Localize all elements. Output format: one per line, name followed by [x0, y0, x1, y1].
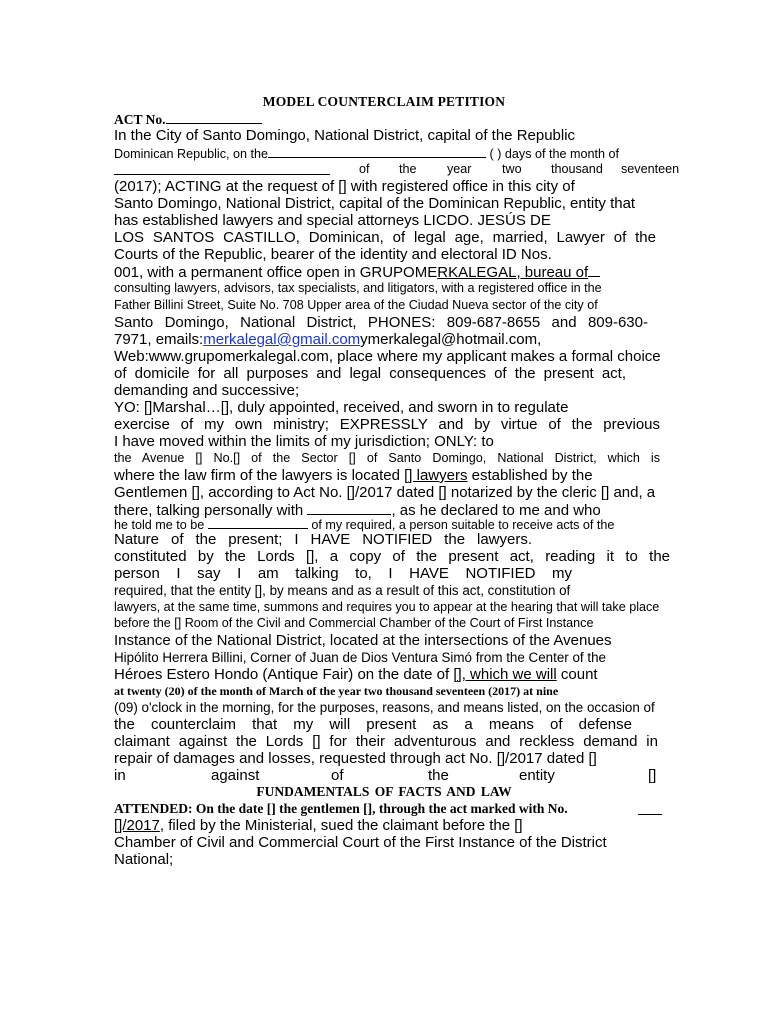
para-line-19: I have moved within the limits of my jurisdiction; ONLY: to	[114, 433, 494, 450]
para-line-16: demanding and successive;	[114, 382, 300, 399]
para-line-1: In the City of Santo Domingo, National District, capital of the Republic	[114, 127, 576, 144]
act-label: ACT No.	[114, 112, 166, 127]
act-number-blank	[166, 110, 262, 124]
para-line-42: []/2017, filed by the Ministerial, sued the claimant before the []	[114, 817, 523, 834]
para-line-2: Dominican Republic, on the ( ) days of the month of	[114, 144, 656, 163]
para-line-28: required, that the entity [], by means and as a result of this act, constitution of	[114, 583, 571, 598]
para-line-4: (2017); ACTING at the request of [] with registered office in this city of	[114, 178, 575, 195]
section-heading: FUNDAMENTALS OF FACTS AND LAW	[256, 784, 512, 799]
para-line-34: at twenty (20) of the month of March of the year two thousand seventeen (2017) at nine	[114, 684, 559, 698]
gmail-email-link[interactable]: merkalegal@gmail.com	[203, 331, 361, 348]
person-name-blank	[307, 501, 391, 515]
para-line-12: Santo Domingo, National District, PHONES: 809-687-8655 and 809-630-	[114, 314, 648, 331]
relationship-blank	[208, 515, 308, 529]
para-line-29: lawyers, at the same time, summons and requires you to appear at the hearing that will take place	[114, 600, 660, 614]
para-line-33: Héroes Estero Hondo (Antique Fair) on the date of [], which we will count	[114, 666, 598, 683]
document-title: MODEL COUNTERCLAIM PETITION	[262, 94, 506, 109]
para-line-9: 001, with a permanent office open in GRUPOMERKALEGAL, bureau of	[114, 263, 656, 281]
para-line-10: consulting lawyers, advisors, tax specialists, and litigators, with a registered office in the	[114, 281, 602, 295]
para-line-8: Courts of the Republic, bearer of the identity and electoral ID Nos.	[114, 246, 552, 263]
para-line-23: there, talking personally with , as he declared to me and who	[114, 502, 601, 519]
website-link[interactable]: www.grupomerkalegal.com	[148, 348, 329, 365]
para-line-27: person I say I am talking to, I HAVE NOTIFIED my	[114, 565, 572, 582]
para-line-17: YO: []Marshal…[], duly appointed, received, and sworn in to regulate	[114, 399, 569, 416]
para-line-15: of domicile for all purposes and legal consequences of the present act,	[114, 365, 626, 382]
para-line-32: Hipólito Herrera Billini, Corner of Juan de Dios Ventura Simó from the Center of the	[114, 650, 606, 665]
para-line-5: Santo Domingo, National District, capital of the Dominican Republic, entity that	[114, 195, 636, 212]
para-line-31: Instance of the National District, located at the intersections of the Avenues	[114, 632, 612, 649]
para-line-24: he told me to be of my required, a person suitable to receive acts of the	[114, 515, 656, 534]
para-line-36: the counterclaim that my will present as a means of defense	[114, 716, 632, 733]
para-line-25: Nature of the present; I HAVE NOTIFIED the lawyers.	[114, 531, 532, 548]
para-line-26: constituted by the Lords [], a copy of the present act, reading it to the	[114, 548, 670, 565]
para-line-3: of the year two thousand seventeen	[114, 161, 698, 180]
para-line-22: Gentlemen [], according to Act No. []/2017 dated [] notarized by the cleric [] and, a	[114, 484, 656, 501]
para-line-13: 7971, emails:merkalegal@gmail.comymerkalegal@hotmail.com,	[114, 331, 542, 348]
para-line-21: where the law firm of the lawyers is located [] lawyers established by the	[114, 467, 593, 484]
para-line-41: ATTENDED: On the date [] the gentlemen [], through the act marked with No.	[114, 800, 684, 817]
para-line-37: claimant against the Lords [] for their adventurous and reckless demand in	[114, 733, 658, 750]
para-line-20: the Avenue [] No.[] of the Sector [] of Santo Domingo, National District, which is	[114, 451, 660, 465]
act-number-line	[114, 110, 656, 128]
para-line-14: Web:www.grupomerkalegal.com, place where my applicant makes a formal choice	[114, 348, 661, 365]
day-blank	[268, 144, 486, 158]
act-marked-blank	[638, 801, 662, 815]
para-line-43: Chamber of Civil and Commercial Court of the First Instance of the District	[114, 834, 607, 851]
para-line-35: (09) o'clock in the morning, for the purposes, reasons, and means listed, on the occasion of	[114, 700, 655, 715]
month-blank	[114, 161, 330, 175]
para-line-30: before the [] Room of the Civil and Commercial Chamber of the Court of First Instance	[114, 616, 594, 630]
para-line-7: LOS SANTOS CASTILLO, Dominican, of legal age, married, Lawyer of the	[114, 229, 656, 246]
para-line-18: exercise of my own ministry; EXPRESSLY and by virtue of the previous	[114, 416, 660, 433]
para-line-11: Father Billini Street, Suite No. 708 Upper area of the Ciudad Nueva sector of the city of	[114, 298, 598, 312]
para-line-6: has established lawyers and special attorneys LICDO. JESÚS DE	[114, 212, 551, 229]
para-line-44: National;	[114, 851, 174, 868]
para-line-38: repair of damages and losses, requested through act No. []/2017 dated []	[114, 750, 597, 767]
document-page: MODEL COUNTERCLAIM PETITION ACT No. In the City of Santo Domingo, National District, capital of the Republic Dominican Republic, on the ( ) days of the month of of the year two thousand seventeen (2017); ACTING at the request of [] with registered office in this city of Santo Domingo, National District, capital of the Dominican Republic, entity that has established lawyers and special attorneys LICDO. JESÚS DE LOS SANTOS CASTILLO, Dominican, of legal age, married, Lawyer of the Courts of the Republic, bearer of the identity and electoral ID Nos. 001, with a permanent office open in GRUPOMERKALEGAL, bureau of consulting lawyers, advisors, tax specialists, and litigators, with a registered office in the Father Billini Street, Suite No. 708 Upper area of the Ciudad Nueva sector of the city of Santo Domingo, National District, PHONES: 809-687-8655 and 809-630- 7971, emails:merkalegal@gmail.comymerkalegal@hotmail.com, Web:www.grupomerkalegal.com, place where my applicant makes a formal choice of domicile for all purposes and legal consequences of the present act, demanding and successive; YO: []Marshal…[], duly appointed, received, and sworn in to regulate exercise of my own ministry; EXPRESSLY and by virtue of the previous I have moved within the limits of my jurisdiction; ONLY: to the Avenue [] No.[] of the Sector [] of Santo Domingo, National District, which is where the law firm of the lawyers is located [] lawyers established by the Gentlemen [], according to Act No. []/2017 dated [] notarized by the cleric [] and, a there, talking personally with , as he declared to me and who he told me to be of my required, a person suitable to receive acts of the Nature of the present; I HAVE NOTIFIED the lawyers. constituted by the Lords [], a copy of the present act, reading it to the person I say I am talking to, I HAVE NOTIFIED my required, that the entity [], by means and as a result of this act, constitution of lawyers, at the same time, summons and requires you to appear at the hearing that will take place before the [] Room of the Civil and Commercial Chamber of the Court of First Instance Instance of the National District, located at the intersections of the Avenues Hipólito Herrera Billini, Corner of Juan de Dios Ventura Simó from the Center of the Héroes Estero Hondo (Antique Fair) on the date of [], which we will count at twenty (20) of the month of March of the year two thousand seventeen (2017) at nine (09) o'clock in the morning, for the purposes, reasons, and means listed, on the occasion of the counterclaim that my will present as a means of defense claimant against the Lords [] for their adventurous and reckless demand in repair of damages and losses, requested through act No. []/2017 dated [] in against of the entity [] FUNDAMENTALS OF FACTS AND LAW ATTENDED: On the date [] the gentlemen [], through the act marked with No. []/2017, filed by the Ministerial, sued the claimant before the [] Chamber of Civil and Commercial Court of the First Instance of the District National;	[0, 0, 768, 1024]
